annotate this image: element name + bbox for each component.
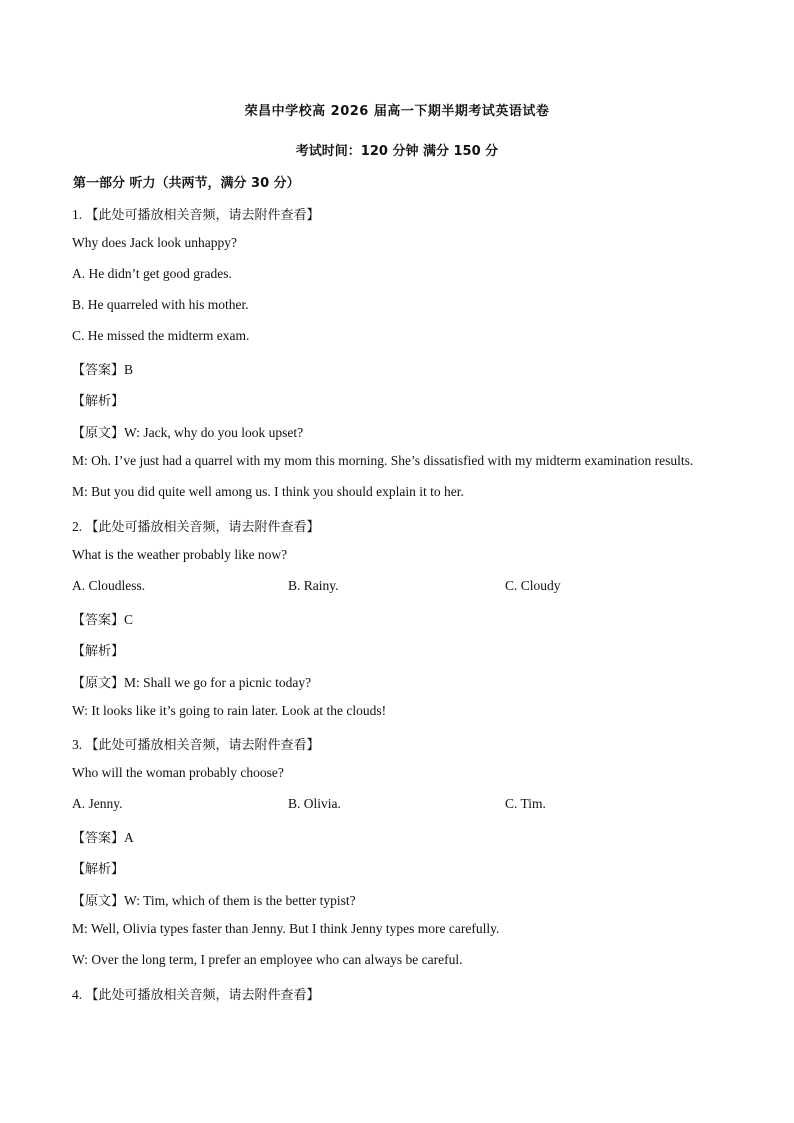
question-3-transcript-2: M: Well, Olivia types faster than Jenny. But I think Jenny types more carefully. <box>72 921 500 936</box>
question-2-option-b: B. Rainy. <box>288 578 339 593</box>
answer-value: A <box>124 830 134 845</box>
question-1-option-c: C. He missed the midterm exam. <box>72 328 250 343</box>
audio-note: 【此处可播放相关音频，请去附件查看】 <box>85 738 320 753</box>
question-3-text: Who will the woman probably choose? <box>72 765 284 780</box>
question-3-transcript-3: W: Over the long term, I prefer an employee who can always be careful. <box>72 952 463 967</box>
question-2-answer <box>72 609 133 628</box>
section-heading: 第一部分 听力（共两节，满分 30 分） <box>73 176 300 191</box>
question-3-header <box>72 734 320 753</box>
question-1-transcript-2: M: Oh. I’ve just had a quarrel with my mom this morning. She’s dissatisfied with my midterm examination results. <box>72 453 694 468</box>
question-3-option-c: C. Tim. <box>505 796 546 811</box>
question-1-text: Why does Jack look unhappy? <box>72 235 237 250</box>
transcript-line: W: Jack, why do you look upset? <box>124 425 304 440</box>
answer-value: C <box>124 612 134 627</box>
transcript-line: M: Shall we go for a picnic today? <box>124 675 312 690</box>
answer-label: 【答案】 <box>72 613 125 628</box>
question-2-header <box>72 516 320 535</box>
question-4-header <box>72 984 320 1003</box>
question-2-option-a: A. Cloudless. <box>72 578 146 593</box>
question-3-option-b: B. Olivia. <box>288 796 341 811</box>
transcript-label: 【原文】 <box>72 426 125 441</box>
audio-note: 【此处可播放相关音频，请去附件查看】 <box>85 208 320 223</box>
question-1-option-b: B. He quarreled with his mother. <box>72 297 249 312</box>
question-3-transcript-1 <box>72 890 356 909</box>
question-number: 1. <box>72 207 83 222</box>
question-2-transcript-1 <box>72 672 311 691</box>
question-number: 3. <box>72 737 83 752</box>
question-3-analysis: 【解析】 <box>72 862 125 877</box>
question-number: 4. <box>72 987 83 1002</box>
exam-title: 荣昌中学校高 2026 届高一下期半期考试英语试卷 <box>244 104 550 119</box>
question-1-option-a: A. He didn’t get good grades. <box>72 266 232 281</box>
question-3-answer <box>72 827 134 846</box>
question-1-transcript-3: M: But you did quite well among us. I think you should explain it to her. <box>72 484 464 499</box>
answer-label: 【答案】 <box>72 831 125 846</box>
question-2-text: What is the weather probably like now? <box>72 547 288 562</box>
transcript-line: W: Tim, which of them is the better typist? <box>124 893 356 908</box>
transcript-label: 【原文】 <box>72 894 125 909</box>
transcript-label: 【原文】 <box>72 676 125 691</box>
answer-label: 【答案】 <box>72 363 125 378</box>
audio-note: 【此处可播放相关音频，请去附件查看】 <box>85 988 320 1003</box>
question-2-transcript-2: W: It looks like it’s going to rain later. Look at the clouds! <box>72 703 387 718</box>
question-1-header <box>72 204 320 223</box>
question-2-analysis: 【解析】 <box>72 644 125 659</box>
question-1-analysis: 【解析】 <box>72 394 125 409</box>
question-3-option-a: A. Jenny. <box>72 796 123 811</box>
question-1-answer <box>72 359 133 378</box>
audio-note: 【此处可播放相关音频，请去附件查看】 <box>85 520 320 535</box>
exam-subtitle: 考试时间：120 分钟 满分 150 分 <box>295 144 499 159</box>
question-number: 2. <box>72 519 83 534</box>
question-2-option-c: C. Cloudy <box>505 578 561 593</box>
question-1-transcript-1 <box>72 422 303 441</box>
answer-value: B <box>124 362 134 377</box>
